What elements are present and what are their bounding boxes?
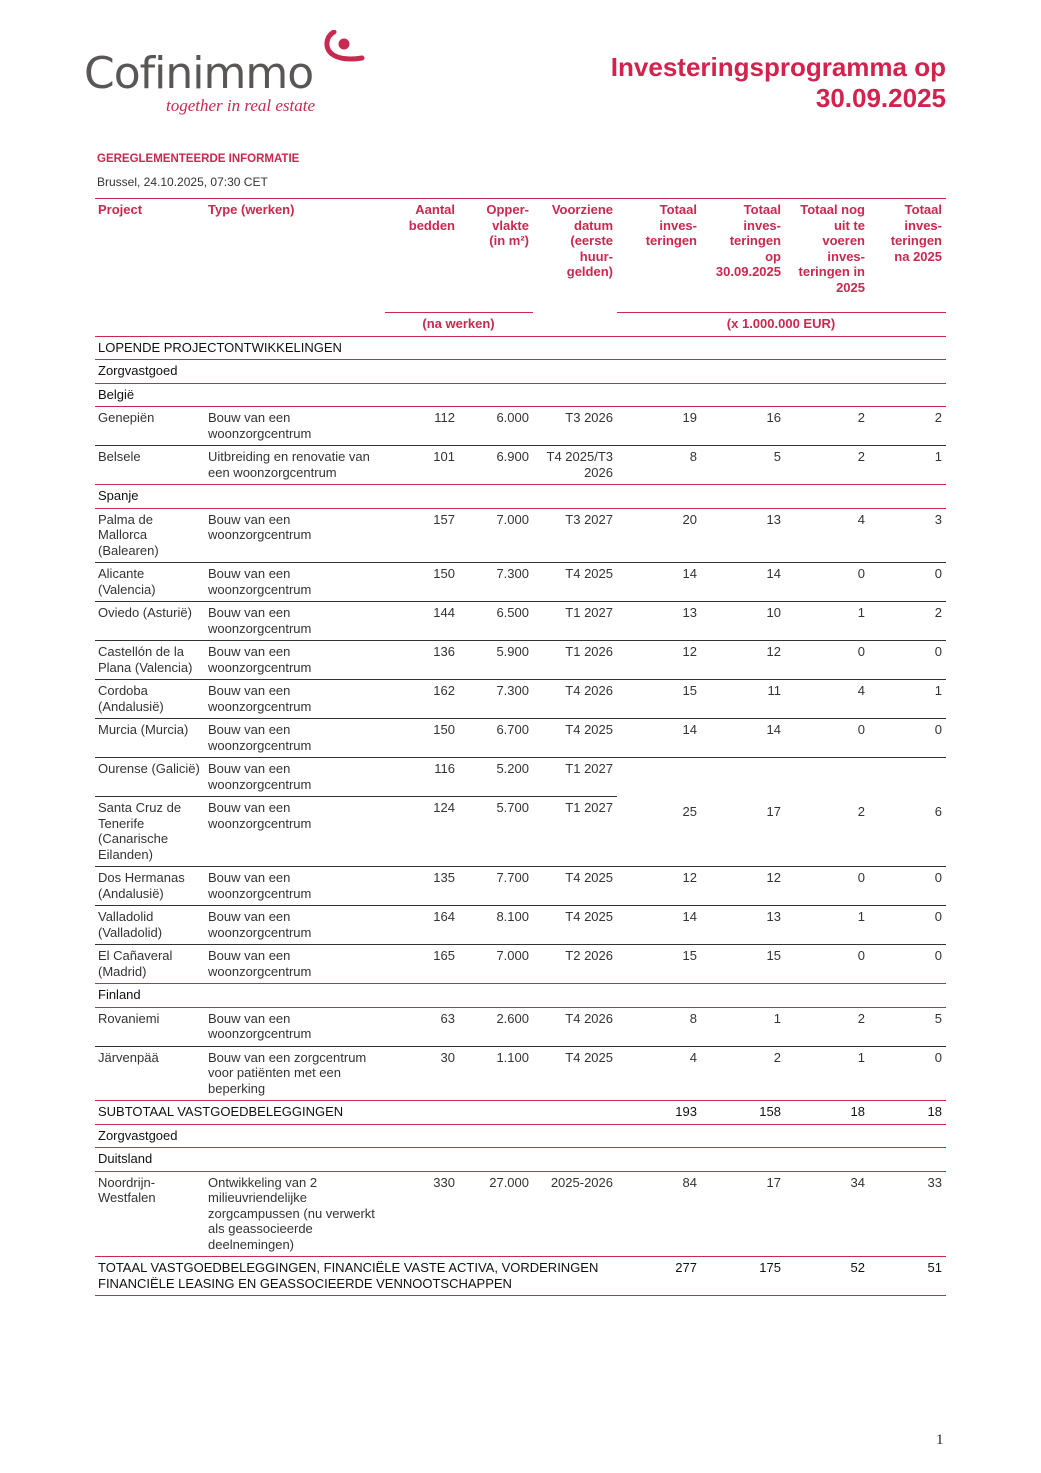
unit-works: (na werken): [422, 316, 495, 331]
country-belgium: België: [95, 383, 946, 407]
title-line-1: Investeringsprogramma op: [610, 52, 946, 82]
grand-total-row: TOTAAL VASTGOEDBELEGGINGEN, FINANCIËLE VASTE ACTIVA, VORDERINGEN FINANCIËLE LEASING EN GEASSOCIEERDE VENNOOTSCHAPPEN 277 175 52 51: [95, 1257, 946, 1296]
table-row: Genepiën Bouw van een woonzorgcentrum 112 6.000 T3 2026 19 16 2 2: [95, 407, 946, 446]
title-line-2: 30.09.2025: [815, 83, 946, 113]
merged-after: 6: [869, 758, 946, 867]
regulated-info-label: GEREGLEMENTEERDE INFORMATIE: [97, 153, 300, 165]
merged-done: 17: [701, 758, 785, 867]
unit-eur: (x 1.000.000 EUR): [726, 316, 836, 331]
col-remaining-2025: Totaal nog uit te voeren inves- teringen in 2025: [785, 199, 869, 313]
col-beds: Aantal bedden: [385, 199, 459, 313]
table-row: Rovaniemi Bouw van een woonzorgcentrum 63 2.600 T4 2026 8 1 2 5: [95, 1007, 946, 1046]
page-title: [611, 52, 946, 114]
col-type: Type (werken): [205, 199, 385, 313]
merged-total: 25: [617, 758, 701, 867]
table-row: Palma de Mallorca (Balearen) Bouw van een woonzorgcentrum 157 7.000 T3 2027 20 13 4 3: [95, 508, 946, 563]
col-date: Voorziene datum (eerste huur- gelden): [533, 199, 617, 313]
dateline: Brussel, 24.10.2025, 07:30 CET: [97, 175, 268, 189]
section-ongoing: LOPENDE PROJECTONTWIKKELINGEN: [95, 336, 946, 360]
col-project: Project: [95, 199, 205, 313]
cofinimmo-logo: [84, 30, 374, 120]
col-total: Totaal inves- teringen: [617, 199, 701, 313]
logo-tagline: together in real estate: [166, 96, 316, 115]
table-row: El Cañaveral (Madrid) Bouw van een woonzorgcentrum 165 7.000 T2 2026 15 15 0 0: [95, 945, 946, 984]
subtotal-row: SUBTOTAAL VASTGOEDBELEGGINGEN 193 158 18 18: [95, 1101, 946, 1125]
table-row: Alicante (Valencia) Bouw van een woonzorgcentrum 150 7.300 T4 2025 14 14 0 0: [95, 563, 946, 602]
country-spain: Spanje: [95, 485, 946, 509]
country-finland: Finland: [95, 984, 946, 1008]
col-area: Opper- vlakte (in m²): [459, 199, 533, 313]
table-row: Noordrijn-Westfalen Ontwikkeling van 2 milieuvriendelijke zorgcampussen (nu verwerkt als geassocieerde deelnemingen) 330 27.000 2025-2026 84 17 34 33: [95, 1171, 946, 1257]
table-row: Cordoba (Andalusië) Bouw van een woonzorgcentrum 162 7.300 T4 2026 15 11 4 1: [95, 680, 946, 719]
table-row: Järvenpää Bouw van een zorgcentrum voor patiënten met een beperking 30 1.100 T4 2025 4 2 1 0: [95, 1046, 946, 1101]
table-row: Castellón de la Plana (Valencia) Bouw van een woonzorgcentrum 136 5.900 T1 2026 12 12 0 0: [95, 641, 946, 680]
col-after-2025: Totaal inves- teringen na 2025: [869, 199, 946, 313]
table-header-row: [95, 199, 946, 313]
table-row: Santa Cruz de Tenerife (Canarische Eilanden) Bouw van een woonzorgcentrum 124 5.700 T1 2027: [95, 797, 946, 867]
table-row: Ourense (Galicië) Bouw van een woonzorgcentrum 116 5.200 T1 2027 25 17 2 6: [95, 758, 946, 797]
table-row: Oviedo (Asturië) Bouw van een woonzorgcentrum 144 6.500 T1 2027 13 10 1 2: [95, 602, 946, 641]
logo-mark-icon: [320, 30, 366, 70]
table-row: Dos Hermanas (Andalusië) Bouw van een woonzorgcentrum 135 7.700 T4 2025 12 12 0 0: [95, 867, 946, 906]
logo-wordmark: Cofinimmo: [84, 48, 314, 99]
table-row: Belsele Uitbreiding en renovatie van een woonzorgcentrum 101 6.900 T4 2025/T3 2026 8 5 2 1: [95, 446, 946, 485]
table-row: Murcia (Murcia) Bouw van een woonzorgcentrum 150 6.700 T4 2025 14 14 0 0: [95, 719, 946, 758]
page-number: 1: [936, 1432, 944, 1448]
country-germany: Duitsland: [95, 1148, 946, 1172]
units-row: [95, 313, 946, 337]
segment-healthcare: Zorgvastgoed: [95, 360, 946, 384]
merged-remaining: 2: [785, 758, 869, 867]
segment-healthcare-2: Zorgvastgoed: [95, 1124, 946, 1148]
col-done: Totaal inves- teringen op 30.09.2025: [701, 199, 785, 313]
investment-table: [95, 198, 946, 1296]
table-row: Valladolid (Valladolid) Bouw van een woonzorgcentrum 164 8.100 T4 2025 14 13 1 0: [95, 906, 946, 945]
